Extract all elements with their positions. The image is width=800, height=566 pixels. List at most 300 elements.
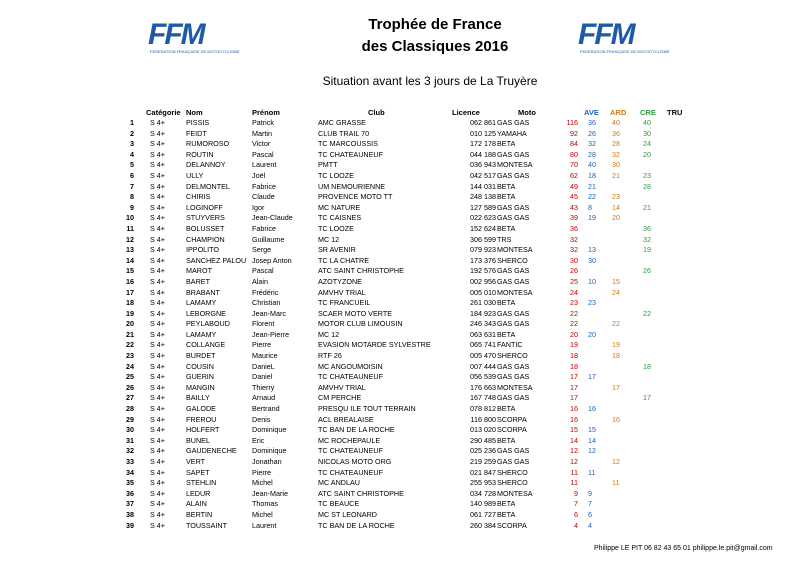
nom-cell: VERT: [186, 457, 206, 466]
club-cell: NICOLAS MOTO ORG: [318, 457, 392, 466]
points-cell: 49: [570, 181, 578, 191]
table-row: [0, 309, 800, 320]
ave-cell: 20: [588, 329, 596, 339]
licence-cell: 172 178: [470, 139, 496, 149]
licence-cell: 062 861: [470, 118, 496, 127]
rank-cell: 8: [130, 192, 134, 202]
categorie-cell: S 4+: [150, 234, 165, 244]
moto-cell: SHERCO: [497, 351, 528, 361]
cre-cell: 21: [643, 202, 651, 212]
club-cell: TC LA CHATRE: [318, 255, 369, 265]
cre-cell: 36: [643, 223, 651, 233]
club-cell: MC ROCHEPAULE: [318, 435, 381, 445]
prenom-cell: Daniel: [252, 372, 273, 382]
club-cell: AMVHV TRIAL: [318, 382, 366, 392]
table-row: [0, 160, 800, 171]
prenom-cell: Christian: [252, 298, 281, 308]
nom-cell: LAMAMY: [186, 298, 217, 308]
club-cell: TC CHATEAUNEUF: [318, 446, 383, 456]
rank-cell: 18: [126, 298, 134, 308]
licence-cell: 167 748: [470, 393, 496, 403]
nom-cell: LEDUR: [186, 488, 211, 498]
ard-cell: 36: [612, 128, 620, 138]
ave-cell: 7: [588, 499, 592, 509]
ave-cell: 15: [588, 425, 596, 435]
page-title-line1: Trophée de France: [368, 16, 502, 33]
points-cell: 17: [570, 382, 578, 392]
ard-cell: 20: [612, 213, 620, 223]
club-cell: MC ANDLAU: [318, 478, 360, 488]
rank-cell: 11: [126, 223, 134, 233]
moto-cell: BETA: [497, 499, 516, 509]
prenom-cell: Maurice: [252, 351, 278, 361]
rank-cell: 26: [126, 382, 134, 392]
ave-cell: 26: [588, 128, 596, 138]
moto-cell: GAS GAS: [497, 457, 530, 466]
categorie-cell: S 4+: [150, 213, 165, 223]
moto-cell: GAS GAS: [497, 266, 530, 276]
categorie-cell: S 4+: [150, 139, 165, 149]
rank-cell: 38: [126, 509, 134, 519]
nom-cell: MANGIN: [186, 382, 215, 392]
points-cell: 30: [570, 255, 578, 265]
categorie-cell: S 4+: [150, 255, 165, 265]
licence-cell: 061 727: [470, 509, 496, 519]
categorie-cell: S 4+: [150, 128, 165, 138]
cre-cell: 26: [643, 266, 651, 276]
moto-cell: GAS GAS: [497, 393, 530, 403]
prenom-cell: Patrick: [252, 118, 274, 127]
categorie-cell: S 4+: [150, 382, 165, 392]
points-cell: 16: [570, 404, 578, 414]
cre-cell: 32: [643, 234, 651, 244]
categorie-cell: S 4+: [150, 414, 165, 424]
licence-cell: 260 384: [470, 520, 496, 530]
table-row: [0, 383, 800, 394]
rank-cell: 5: [130, 160, 134, 170]
moto-cell: BETA: [497, 329, 516, 339]
table-row: [0, 256, 800, 267]
header-club: Club: [368, 108, 385, 117]
nom-cell: ULLY: [186, 170, 204, 180]
nom-cell: RUMOROSO: [186, 139, 230, 149]
prenom-cell: Dominique: [252, 425, 287, 435]
page-subtitle: Situation avant les 3 jours de La Truyère: [322, 74, 538, 88]
ard-cell: 22: [612, 319, 620, 329]
categorie-cell: S 4+: [150, 361, 165, 371]
rank-cell: 1: [130, 118, 134, 127]
table-row: [0, 129, 800, 140]
moto-cell: TRS: [497, 234, 512, 244]
prenom-cell: Pascal: [252, 149, 274, 159]
club-cell: MC ANGOUMOISIN: [318, 361, 383, 371]
moto-cell: MONTESA: [497, 160, 533, 170]
points-cell: 7: [574, 499, 578, 509]
categorie-cell: S 4+: [150, 340, 165, 350]
ard-cell: 17: [612, 382, 620, 392]
table-row: [0, 351, 800, 362]
nom-cell: FREROU: [186, 414, 217, 424]
moto-cell: GAS GAS: [497, 276, 530, 286]
licence-cell: 002 956: [470, 276, 496, 286]
nom-cell: LAMAMY: [186, 329, 217, 339]
categorie-cell: S 4+: [150, 266, 165, 276]
nom-cell: BUNEL: [186, 435, 210, 445]
moto-cell: MONTESA: [497, 382, 533, 392]
nom-cell: BOLUSSET: [186, 223, 225, 233]
nom-cell: PEYLABOUD: [186, 319, 230, 329]
moto-cell: SHERCO: [497, 467, 528, 477]
licence-cell: 255 953: [470, 478, 496, 488]
moto-cell: GAS GAS: [497, 170, 530, 180]
prenom-cell: Jean-Marc: [252, 308, 286, 318]
table-row: [0, 457, 800, 468]
moto-cell: FANTIC: [497, 340, 523, 350]
rank-cell: 30: [126, 425, 134, 435]
moto-cell: GAS GAS: [497, 118, 530, 127]
points-cell: 23: [570, 298, 578, 308]
table-row: [0, 489, 800, 500]
ffm-logo-text: FFM: [578, 18, 634, 51]
ave-cell: 30: [588, 255, 596, 265]
points-cell: 45: [570, 192, 578, 202]
ffm-logo-subtext: FEDERATION FRANÇAISE DE MOTOCYCLISME: [580, 49, 670, 54]
categorie-cell: S 4+: [150, 488, 165, 498]
moto-cell: GAS GAS: [497, 372, 530, 382]
prenom-cell: Alain: [252, 276, 268, 286]
nom-cell: LOGINOFF: [186, 202, 223, 212]
licence-cell: 042 517: [470, 170, 496, 180]
moto-cell: SCORPA: [497, 414, 527, 424]
nom-cell: PISSIS: [186, 118, 210, 127]
licence-cell: 306 599: [470, 234, 496, 244]
club-cell: TC MARCOUSSIS: [318, 139, 378, 149]
categorie-cell: S 4+: [150, 118, 165, 127]
table-row: [0, 171, 800, 182]
table-row: [0, 415, 800, 426]
licence-cell: 007 444: [470, 361, 496, 371]
prenom-cell: Pascal: [252, 266, 274, 276]
licence-cell: 152 624: [470, 223, 496, 233]
table-row: [0, 150, 800, 161]
table-row: [0, 446, 800, 457]
prenom-cell: Igor: [252, 202, 265, 212]
header-categorie: Catégorie: [146, 108, 181, 117]
table-row: [0, 362, 800, 373]
club-cell: UM NEMOURIENNE: [318, 181, 386, 191]
prenom-cell: Bertrand: [252, 404, 280, 414]
rank-cell: 21: [126, 329, 134, 339]
categorie-cell: S 4+: [150, 425, 165, 435]
club-cell: MC ST LEONARD: [318, 509, 377, 519]
rank-cell: 7: [130, 181, 134, 191]
prenom-cell: DanieL: [252, 361, 275, 371]
nom-cell: CHAMPION: [186, 234, 225, 244]
nom-cell: TOUSSAINT: [186, 520, 228, 530]
categorie-cell: S 4+: [150, 404, 165, 414]
prenom-cell: Denis: [252, 414, 271, 424]
rank-cell: 39: [126, 520, 134, 530]
rank-cell: 9: [130, 202, 134, 212]
categorie-cell: S 4+: [150, 520, 165, 530]
rank-cell: 4: [130, 149, 134, 159]
categorie-cell: S 4+: [150, 509, 165, 519]
licence-cell: 013 020: [470, 425, 496, 435]
prenom-cell: Victor: [252, 139, 271, 149]
points-cell: 18: [570, 351, 578, 361]
rank-cell: 27: [126, 393, 134, 403]
ave-cell: 36: [588, 118, 596, 127]
moto-cell: GAS GAS: [497, 149, 530, 159]
table-row: [0, 404, 800, 415]
prenom-cell: Guillaume: [252, 234, 285, 244]
points-cell: 17: [570, 393, 578, 403]
ave-cell: 14: [588, 435, 596, 445]
club-cell: TC CHATEAUNEUF: [318, 372, 383, 382]
club-cell: MC NATURE: [318, 202, 361, 212]
rank-cell: 2: [130, 128, 134, 138]
prenom-cell: Serge: [252, 245, 272, 255]
club-cell: MC 12: [318, 234, 340, 244]
licence-cell: 063 631: [470, 329, 496, 339]
points-cell: 9: [574, 488, 578, 498]
categorie-cell: S 4+: [150, 446, 165, 456]
categorie-cell: S 4+: [150, 160, 165, 170]
header-moto: Moto: [518, 108, 536, 117]
table-row: [0, 393, 800, 404]
ave-cell: 22: [588, 192, 596, 202]
ffm-logo-text: FFM: [148, 18, 204, 51]
nom-cell: FEIDT: [186, 128, 207, 138]
moto-cell: MONTESA: [497, 488, 533, 498]
ave-cell: 6: [588, 509, 592, 519]
table-row: [0, 266, 800, 277]
licence-cell: 022 623: [470, 213, 496, 223]
moto-cell: GAS GAS: [497, 308, 530, 318]
licence-cell: 005 470: [470, 351, 496, 361]
ave-cell: 40: [588, 160, 596, 170]
club-cell: ATC SAINT CHRISTOPHE: [318, 488, 404, 498]
licence-cell: 044 188: [470, 149, 496, 159]
moto-cell: BETA: [497, 192, 516, 202]
table-row: [0, 499, 800, 510]
points-cell: 43: [570, 202, 578, 212]
moto-cell: SHERCO: [497, 478, 528, 488]
ave-cell: 18: [588, 170, 596, 180]
categorie-cell: S 4+: [150, 393, 165, 403]
moto-cell: BETA: [497, 181, 516, 191]
table-row: [0, 224, 800, 235]
rank-cell: 22: [126, 340, 134, 350]
nom-cell: STUYVERS: [186, 213, 225, 223]
table-row: [0, 118, 800, 129]
moto-cell: GAS GAS: [497, 446, 530, 456]
cre-cell: 23: [643, 170, 651, 180]
rank-cell: 37: [126, 499, 134, 509]
rank-cell: 32: [126, 446, 134, 456]
prenom-cell: Michel: [252, 478, 273, 488]
table-row: [0, 235, 800, 246]
table-row: [0, 521, 800, 532]
table-row: [0, 203, 800, 214]
prenom-cell: Jonathan: [252, 457, 282, 466]
rank-cell: 31: [126, 435, 134, 445]
licence-cell: 248 138: [470, 192, 496, 202]
licence-cell: 021 847: [470, 467, 496, 477]
rank-cell: 24: [126, 361, 134, 371]
ave-cell: 28: [588, 149, 596, 159]
categorie-cell: S 4+: [150, 202, 165, 212]
moto-cell: YAMAHA: [497, 128, 527, 138]
nom-cell: GUERIN: [186, 372, 214, 382]
nom-cell: SANCHEZ PALOU: [186, 255, 247, 265]
points-cell: 70: [570, 160, 578, 170]
moto-cell: GAS GAS: [497, 213, 530, 223]
points-cell: 6: [574, 509, 578, 519]
points-cell: 16: [570, 414, 578, 424]
moto-cell: SHERCO: [497, 255, 528, 265]
rank-cell: 34: [126, 467, 134, 477]
ave-cell: 32: [588, 139, 596, 149]
categorie-cell: S 4+: [150, 308, 165, 318]
rank-cell: 29: [126, 414, 134, 424]
table-row: [0, 340, 800, 351]
categorie-cell: S 4+: [150, 457, 165, 466]
points-cell: 11: [570, 478, 578, 488]
header-cre: CRE: [640, 108, 656, 117]
points-cell: 4: [574, 520, 578, 530]
ave-cell: 23: [588, 298, 596, 308]
licence-cell: 176 663: [470, 382, 496, 392]
categorie-cell: S 4+: [150, 499, 165, 509]
club-cell: TC BAN DE LA ROCHE: [318, 425, 395, 435]
licence-cell: 036 943: [470, 160, 496, 170]
prenom-cell: Jean-Pierre: [252, 329, 290, 339]
nom-cell: DELMONTEL: [186, 181, 230, 191]
cre-cell: 24: [643, 139, 651, 149]
moto-cell: SCORPA: [497, 520, 527, 530]
moto-cell: GAS GAS: [497, 361, 530, 371]
licence-cell: 192 576: [470, 266, 496, 276]
club-cell: SCAER MOTO VERTE: [318, 308, 393, 318]
club-cell: TC LOOZE: [318, 170, 354, 180]
licence-cell: 056 539: [470, 372, 496, 382]
prenom-cell: Fabrice: [252, 181, 276, 191]
nom-cell: MAROT: [186, 266, 212, 276]
ard-cell: 24: [612, 287, 620, 297]
prenom-cell: Florent: [252, 319, 275, 329]
licence-cell: 219 259: [470, 457, 496, 466]
rank-cell: 20: [126, 319, 134, 329]
table-row: [0, 192, 800, 203]
cre-cell: 30: [643, 128, 651, 138]
ard-cell: 12: [612, 457, 620, 466]
licence-cell: 140 989: [470, 499, 496, 509]
rank-cell: 3: [130, 139, 134, 149]
moto-cell: BETA: [497, 139, 516, 149]
categorie-cell: S 4+: [150, 478, 165, 488]
club-cell: TC BEAUCE: [318, 499, 360, 509]
points-cell: 17: [570, 372, 578, 382]
club-cell: EVASION MOTARDE SYLVESTRE: [318, 340, 431, 350]
rank-cell: 36: [126, 488, 134, 498]
prenom-cell: Eric: [252, 435, 265, 445]
prenom-cell: Fabrice: [252, 223, 276, 233]
club-cell: PROVENCE MOTO TT: [318, 192, 393, 202]
ard-cell: 30: [612, 160, 620, 170]
licence-cell: 116 800: [470, 414, 496, 424]
ard-cell: 15: [612, 276, 620, 286]
points-cell: 62: [570, 170, 578, 180]
cre-cell: 40: [643, 118, 651, 127]
nom-cell: LEBORGNE: [186, 308, 226, 318]
moto-cell: BETA: [497, 404, 516, 414]
club-cell: AMVHV TRIAL: [318, 287, 366, 297]
ffm-logo-left: [148, 18, 258, 54]
ard-cell: 21: [612, 170, 620, 180]
ard-cell: 28: [612, 139, 620, 149]
club-cell: PMTT: [318, 160, 338, 170]
categorie-cell: S 4+: [150, 192, 165, 202]
points-cell: 20: [570, 329, 578, 339]
moto-cell: GAS GAS: [497, 319, 530, 329]
moto-cell: BETA: [497, 435, 516, 445]
club-cell: TC CHATEAUNEUF: [318, 467, 383, 477]
points-cell: 14: [570, 435, 578, 445]
header-licence: Licence: [452, 108, 480, 117]
licence-cell: 127 589: [470, 202, 496, 212]
points-cell: 24: [570, 287, 578, 297]
table-row: [0, 277, 800, 288]
ave-cell: 21: [588, 181, 596, 191]
cre-cell: 19: [643, 245, 651, 255]
rank-cell: 17: [126, 287, 134, 297]
moto-cell: BETA: [497, 298, 516, 308]
table-row: [0, 468, 800, 479]
table-row: [0, 319, 800, 330]
header-ard: ARD: [610, 108, 627, 117]
table-row: [0, 425, 800, 436]
rank-cell: 15: [126, 266, 134, 276]
ave-cell: 19: [588, 213, 596, 223]
header-tru: TRU: [667, 108, 683, 117]
points-cell: 15: [570, 425, 578, 435]
rank-cell: 28: [126, 404, 134, 414]
moto-cell: SCORPA: [497, 425, 527, 435]
nom-cell: SAPET: [186, 467, 210, 477]
prenom-cell: Pierre: [252, 467, 272, 477]
points-cell: 92: [570, 128, 578, 138]
ave-cell: 9: [588, 488, 592, 498]
points-cell: 12: [570, 446, 578, 456]
points-cell: 36: [570, 223, 578, 233]
ard-cell: 16: [612, 414, 620, 424]
ffm-logo-right: [578, 18, 688, 54]
nom-cell: ALAIN: [186, 499, 207, 509]
moto-cell: MONTESA: [497, 287, 533, 297]
points-cell: 32: [570, 245, 578, 255]
categorie-cell: S 4+: [150, 223, 165, 233]
ard-cell: 19: [612, 340, 620, 350]
categorie-cell: S 4+: [150, 181, 165, 191]
ard-cell: 32: [612, 149, 620, 159]
header-ave: AVE: [584, 108, 599, 117]
prenom-cell: Laurent: [252, 520, 277, 530]
ave-cell: 4: [588, 520, 592, 530]
header-nom: Nom: [186, 108, 203, 117]
nom-cell: BERTIN: [186, 509, 213, 519]
table-row: [0, 298, 800, 309]
